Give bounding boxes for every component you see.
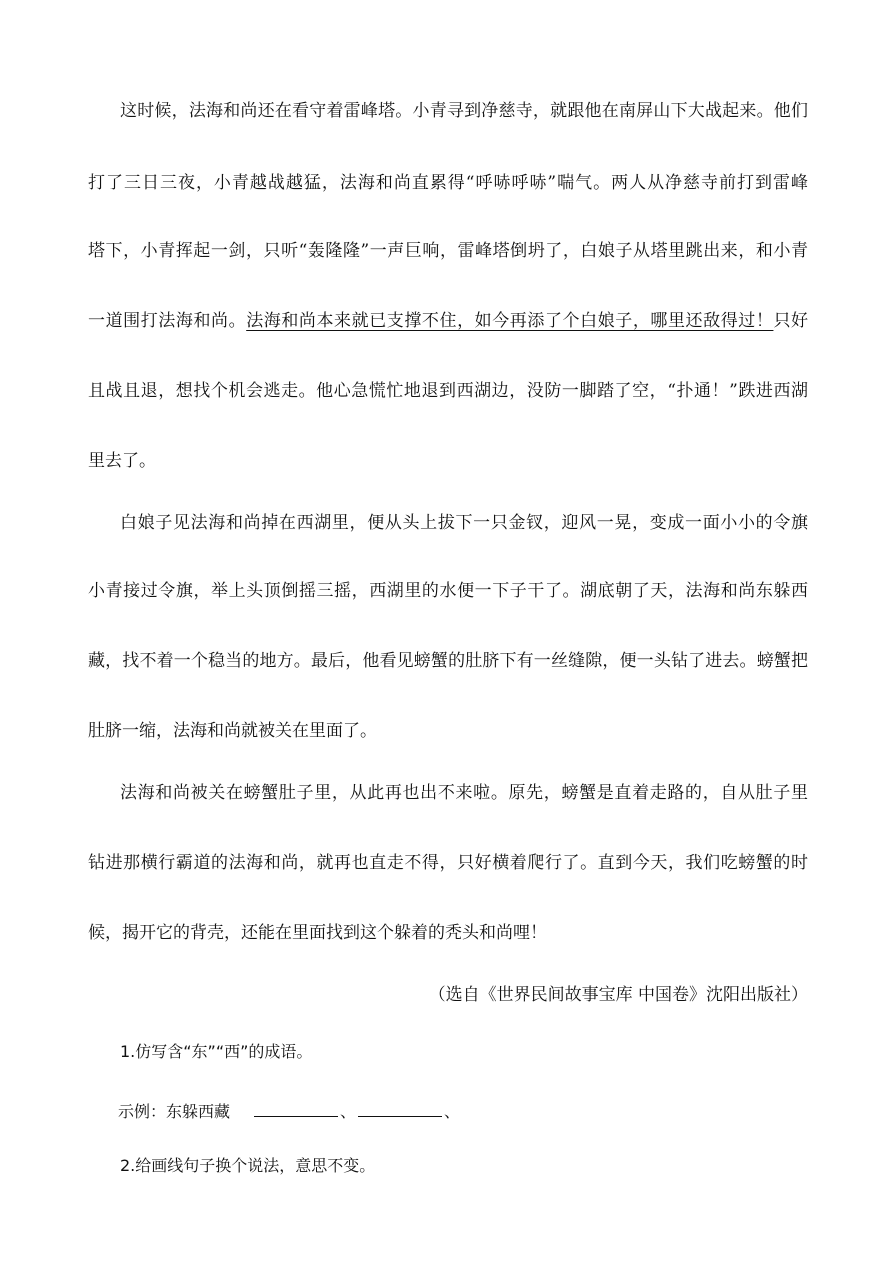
paragraph-1-line-1: 这时候，法海和尚还在看守着雷峰塔。小青寻到净慈寺，就跟他在南屏山下大战起来。他们 [120,101,808,121]
answer-blank-2[interactable] [358,1098,442,1117]
paragraph-1-line-4 [88,306,808,336]
paragraph-1-line-3: 塔下，小青挥起一剑，只听“轰隆隆”一声巨响，雷峰塔倒坍了，白娘子从塔里跳出来，和小青 [88,241,808,261]
separator: 、 [444,1102,461,1121]
text-segment: 只好 [773,311,809,331]
paragraph-3-line-3: 候，揭开它的背壳，还能在里面找到这个躲着的秃头和尚哩！ [88,923,547,943]
question-1: 1.仿写含“东”“西”的成语。 [120,1042,313,1061]
example-label: 示例：东躲西藏 [118,1102,231,1121]
paragraph-3-line-1: 法海和尚被关在螃蟹肚子里，从此再也出不来啦。原先，螃蟹是直着走路的，自从肚子里 [120,783,808,803]
question-2: 2.给画线句子换个说法，意思不变。 [120,1156,376,1175]
paragraph-3-line-2: 钻进那横行霸道的法海和尚，就再也直走不得，只好横着爬行了。直到今天，我们吃螃蟹的时 [88,853,808,873]
underlined-sentence: 法海和尚本来就已支撑不住，如今再添了个白娘子，哪里还敌得过！ [246,311,774,331]
text-segment: 一道围打法海和尚。 [88,311,247,331]
paragraph-2-line-2: 小青接过令旗，举上头顶倒摇三摇，西湖里的水便一下子干了。湖底朝了天，法海和尚东躲西 [88,581,808,601]
source-citation: （选自《世界民间故事宝库 中国卷》沈阳出版社） [428,985,808,1005]
paragraph-2-line-3: 藏，找不着一个稳当的地方。最后，他看见螃蟹的肚脐下有一丝缝隙，便一头钻了进去。螃蟹把 [88,651,808,671]
paragraph-2-line-1: 白娘子见法海和尚掉在西湖里，便从头上拔下一只金钗，迎风一晃，变成一面小小的令旗 [120,513,808,533]
answer-blank-1[interactable] [254,1098,338,1117]
question-1-example [118,1098,460,1126]
paragraph-1-line-6: 里去了。 [88,451,156,471]
paragraph-1-line-2: 打了三日三夜，小青越战越猛，法海和尚直累得“呼哧呼哧”喘气。两人从净慈寺前打到雷峰 [88,173,808,193]
paragraph-1-line-5: 且战且退，想找个机会逃走。他心急慌忙地退到西湖边，没防一脚踏了空，“扑通！”跌进西湖 [88,381,808,401]
separator: 、 [340,1102,357,1121]
paragraph-2-line-4: 肚脐一缩，法海和尚就被关在里面了。 [88,721,377,741]
